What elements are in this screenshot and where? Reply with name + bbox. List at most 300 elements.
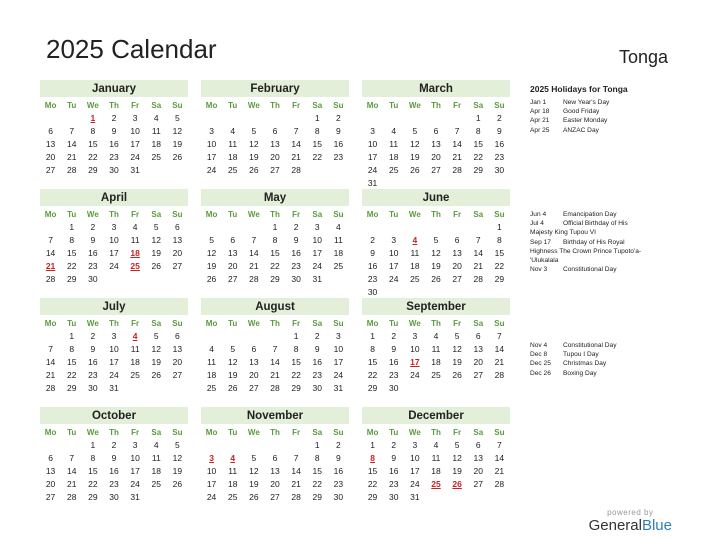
- day-cell: 24: [206, 492, 217, 502]
- empty-cell: [383, 221, 404, 234]
- day-cell: 14: [66, 466, 77, 476]
- day-cell: 5: [230, 344, 236, 354]
- day-cell: 3: [412, 440, 418, 450]
- day-cell: 6: [175, 222, 180, 232]
- day-cell: 19: [172, 466, 183, 476]
- day-cell: 4: [433, 331, 439, 341]
- holiday-name: Boxing Day: [563, 369, 597, 377]
- day-cell: 31: [130, 165, 140, 175]
- day-grid: [362, 221, 510, 299]
- day-cell: 29: [291, 383, 301, 393]
- day-cell: 24: [109, 370, 119, 380]
- weekday-label: Mo: [366, 101, 379, 110]
- day-cell: 12: [172, 453, 183, 463]
- day-grid: [201, 221, 349, 286]
- day-cell: 17: [206, 479, 217, 489]
- day-cell: 6: [454, 235, 460, 245]
- day-cell: 20: [227, 261, 238, 271]
- empty-cell: [447, 221, 468, 234]
- weekday-label: We: [408, 319, 421, 328]
- day-cell: 3: [111, 222, 117, 232]
- day-cell: 28: [291, 492, 301, 502]
- day-cell: 28: [270, 383, 280, 393]
- weekday-label: Tu: [228, 210, 238, 219]
- weekday-label: We: [86, 101, 99, 110]
- day-cell: 7: [497, 331, 502, 341]
- holiday-date: Sep 17: [530, 238, 551, 246]
- day-cell: 6: [230, 235, 236, 245]
- day-cell: 25: [388, 165, 399, 175]
- day-cell: 29: [88, 165, 98, 175]
- day-cell: 2: [90, 331, 96, 341]
- day-cell: 13: [249, 357, 259, 367]
- day-cell: 26: [151, 261, 161, 271]
- day-cell: 18: [431, 466, 441, 476]
- holiday-item: [530, 350, 690, 359]
- weekday-label: Mo: [205, 319, 218, 328]
- day-cell: 1: [370, 440, 375, 450]
- holiday-name: Tupou I Day: [563, 351, 599, 359]
- day-cell: 11: [431, 453, 441, 463]
- day-cell: 27: [473, 370, 483, 380]
- day-cell: 4: [153, 113, 159, 123]
- day-grid: [201, 112, 349, 177]
- day-cell: 9: [111, 453, 117, 463]
- weekday-label: Mo: [205, 101, 218, 110]
- empty-cell: [61, 112, 82, 125]
- day-cell: 16: [88, 248, 98, 258]
- month-name: February: [201, 80, 349, 97]
- day-cell: 3: [391, 235, 397, 245]
- day-cell: 29: [88, 492, 98, 502]
- weekday-header: [362, 99, 510, 112]
- weekday-label: Fr: [292, 428, 301, 437]
- day-cell: 2: [293, 222, 299, 232]
- weekday-label: Tu: [228, 101, 238, 110]
- day-cell: 30: [312, 383, 322, 393]
- month-october: [40, 407, 188, 504]
- empty-cell: [425, 221, 446, 234]
- day-cell: 27: [172, 261, 183, 271]
- day-cell: 26: [151, 370, 161, 380]
- day-cell: 13: [172, 235, 183, 245]
- day-cell: 24: [312, 261, 322, 271]
- day-cell: 9: [497, 126, 502, 136]
- day-cell: 18: [227, 152, 238, 162]
- day-cell: 31: [367, 178, 378, 188]
- month-name: January: [40, 80, 188, 97]
- weekday-label: Sa: [312, 428, 323, 437]
- holiday-name: Good Friday: [563, 108, 600, 116]
- day-cell: 9: [391, 453, 397, 463]
- day-cell: 22: [291, 370, 301, 380]
- holiday-day-cell: 1: [90, 113, 96, 123]
- day-cell: 16: [333, 139, 344, 149]
- weekday-label: Th: [270, 101, 280, 110]
- day-cell: 5: [153, 331, 159, 341]
- weekday-label: Fr: [131, 319, 140, 328]
- day-cell: 22: [270, 261, 280, 271]
- day-cell: 17: [333, 357, 344, 367]
- empty-cell: [40, 221, 61, 234]
- day-cell: 23: [367, 274, 378, 284]
- day-cell: 16: [388, 357, 399, 367]
- weekday-label: Su: [333, 210, 344, 219]
- day-grid: [201, 439, 349, 504]
- weekday-label: Th: [431, 210, 441, 219]
- day-cell: 4: [433, 440, 439, 450]
- day-cell: 26: [249, 165, 259, 175]
- holiday-name: Emancipation Day: [563, 211, 617, 218]
- month-july: [40, 298, 188, 395]
- day-cell: 13: [227, 248, 238, 258]
- day-cell: 17: [206, 152, 217, 162]
- day-cell: 27: [473, 479, 483, 489]
- weekday-header: [362, 317, 510, 330]
- empty-cell: [40, 330, 61, 343]
- day-cell: 15: [367, 357, 378, 367]
- day-cell: 18: [206, 370, 217, 380]
- weekday-label: Th: [431, 428, 441, 437]
- empty-cell: [468, 221, 489, 234]
- holiday-date: Jul 4: [530, 220, 544, 228]
- weekday-label: Fr: [131, 428, 140, 437]
- weekday-label: We: [86, 319, 99, 328]
- day-cell: 18: [431, 357, 441, 367]
- day-cell: 4: [209, 344, 214, 354]
- holiday-name: New Year's Day: [563, 99, 610, 106]
- day-cell: 15: [367, 466, 378, 476]
- day-cell: 22: [312, 479, 322, 489]
- weekday-label: We: [247, 101, 260, 110]
- weekday-label: We: [86, 210, 99, 219]
- day-cell: 9: [111, 126, 117, 136]
- day-cell: 23: [109, 479, 119, 489]
- month-name: September: [362, 298, 510, 315]
- holiday-day-cell: 25: [130, 261, 140, 271]
- holiday-item: [530, 359, 690, 368]
- day-cell: 11: [334, 235, 343, 245]
- day-cell: 3: [132, 440, 138, 450]
- day-cell: 30: [88, 274, 98, 284]
- day-cell: 23: [109, 152, 119, 162]
- day-cell: 22: [367, 370, 378, 380]
- day-cell: 20: [270, 479, 280, 489]
- weekday-label: Fr: [453, 210, 462, 219]
- day-cell: 29: [494, 274, 505, 284]
- empty-cell: [243, 112, 264, 125]
- month-january: [40, 80, 188, 177]
- day-cell: 19: [249, 479, 259, 489]
- holiday-name: Birthday of His Royal Highness The Crown Prince Tupoto'a-'Ulukalala: [530, 238, 642, 265]
- day-cell: 7: [272, 344, 278, 354]
- day-cell: 3: [370, 126, 375, 136]
- day-cell: 8: [69, 235, 75, 245]
- empty-cell: [222, 221, 243, 234]
- day-cell: 18: [388, 152, 399, 162]
- weekday-label: We: [408, 210, 421, 219]
- holiday-name: Christmas Day: [563, 360, 607, 368]
- month-name: December: [362, 407, 510, 424]
- day-cell: 19: [249, 152, 259, 162]
- empty-cell: [362, 221, 383, 234]
- day-cell: 19: [452, 357, 462, 367]
- day-cell: 21: [452, 152, 462, 162]
- empty-cell: [40, 112, 61, 125]
- day-cell: 15: [312, 139, 322, 149]
- day-cell: 21: [66, 479, 77, 489]
- day-cell: 21: [494, 466, 505, 476]
- generalblue-logo[interactable]: [589, 508, 672, 534]
- weekday-label: We: [247, 428, 260, 437]
- day-cell: 27: [270, 165, 280, 175]
- day-cell: 29: [312, 492, 322, 502]
- day-cell: 23: [88, 370, 98, 380]
- day-cell: 23: [312, 370, 322, 380]
- weekday-label: Sa: [151, 319, 162, 328]
- day-cell: 12: [249, 466, 259, 476]
- day-cell: 5: [251, 126, 257, 136]
- weekday-label: Sa: [473, 101, 484, 110]
- day-cell: 14: [45, 248, 56, 258]
- empty-cell: [201, 221, 222, 234]
- weekday-label: Su: [494, 319, 505, 328]
- holiday-item: [530, 107, 690, 116]
- day-cell: 15: [88, 139, 98, 149]
- day-cell: 20: [270, 152, 280, 162]
- day-cell: 14: [291, 466, 301, 476]
- weekday-label: Sa: [151, 428, 162, 437]
- empty-cell: [286, 112, 307, 125]
- weekday-label: We: [86, 428, 99, 437]
- month-december: [362, 407, 510, 504]
- brand-general: General: [588, 517, 642, 534]
- day-cell: 30: [494, 165, 505, 175]
- weekday-label: Sa: [473, 428, 484, 437]
- day-cell: 5: [454, 440, 460, 450]
- day-cell: 19: [206, 261, 217, 271]
- empty-cell: [243, 439, 264, 452]
- day-cell: 11: [228, 139, 238, 149]
- day-cell: 19: [151, 248, 161, 258]
- day-cell: 12: [206, 248, 217, 258]
- holiday-item: [530, 341, 690, 350]
- holiday-day-cell: 26: [452, 479, 462, 489]
- day-grid: [40, 221, 188, 286]
- holiday-name: ANZAC Day: [563, 126, 599, 134]
- weekday-label: Mo: [366, 210, 379, 219]
- day-cell: 22: [88, 152, 98, 162]
- weekday-label: Sa: [312, 210, 323, 219]
- empty-cell: [40, 439, 61, 452]
- day-cell: 10: [206, 466, 217, 476]
- day-cell: 18: [151, 466, 161, 476]
- day-cell: 23: [494, 152, 505, 162]
- weekday-header: [40, 208, 188, 221]
- month-november: [201, 407, 349, 504]
- day-cell: 1: [272, 222, 278, 232]
- day-cell: 23: [388, 479, 399, 489]
- weekday-header: [40, 99, 188, 112]
- day-cell: 28: [291, 165, 301, 175]
- day-cell: 5: [454, 331, 460, 341]
- powered-by-label: powered by: [607, 508, 654, 517]
- day-cell: 6: [175, 331, 180, 341]
- weekday-label: Tu: [389, 319, 399, 328]
- weekday-label: Th: [270, 319, 280, 328]
- day-cell: 14: [66, 139, 77, 149]
- day-cell: 3: [336, 331, 341, 341]
- weekday-label: Th: [109, 319, 119, 328]
- day-cell: 20: [452, 261, 462, 271]
- weekday-label: Su: [494, 428, 505, 437]
- day-cell: 14: [494, 344, 505, 354]
- weekday-label: We: [408, 101, 421, 110]
- day-cell: 26: [249, 492, 259, 502]
- empty-cell: [243, 221, 264, 234]
- weekday-label: We: [247, 319, 260, 328]
- day-cell: 24: [109, 261, 119, 271]
- day-cell: 2: [90, 222, 96, 232]
- day-cell: 26: [172, 479, 183, 489]
- day-cell: 20: [172, 357, 183, 367]
- day-cell: 13: [473, 453, 483, 463]
- day-cell: 17: [109, 357, 119, 367]
- day-cell: 7: [251, 235, 257, 245]
- holiday-item: [530, 210, 690, 219]
- day-cell: 27: [172, 370, 183, 380]
- day-cell: 28: [45, 274, 56, 284]
- day-cell: 24: [206, 165, 217, 175]
- holiday-item: [530, 116, 690, 125]
- day-cell: 15: [473, 139, 483, 149]
- weekday-label: Tu: [67, 428, 77, 437]
- day-cell: 21: [249, 261, 259, 271]
- weekday-label: Su: [333, 101, 344, 110]
- day-cell: 13: [45, 466, 56, 476]
- day-cell: 24: [130, 152, 140, 162]
- day-cell: 30: [333, 492, 344, 502]
- day-cell: 31: [333, 383, 344, 393]
- day-cell: 4: [230, 126, 236, 136]
- weekday-label: Fr: [131, 101, 140, 110]
- day-cell: 30: [109, 492, 119, 502]
- day-cell: 11: [130, 235, 140, 245]
- day-cell: 23: [333, 479, 344, 489]
- day-grid: [40, 330, 188, 395]
- day-cell: 1: [90, 440, 96, 450]
- holiday-date: Apr 21: [530, 117, 550, 125]
- empty-cell: [264, 330, 285, 343]
- day-cell: 18: [410, 261, 420, 271]
- day-cell: 19: [172, 139, 183, 149]
- day-cell: 25: [333, 261, 344, 271]
- day-cell: 16: [333, 466, 344, 476]
- day-cell: 26: [431, 274, 441, 284]
- holiday-day-cell: 4: [230, 453, 236, 463]
- weekday-header: [201, 426, 349, 439]
- day-cell: 23: [88, 261, 98, 271]
- day-cell: 5: [433, 235, 439, 245]
- day-cell: 3: [132, 113, 138, 123]
- day-cell: 16: [291, 248, 301, 258]
- day-cell: 15: [494, 248, 505, 258]
- holiday-day-cell: 4: [412, 235, 418, 245]
- day-cell: 22: [312, 152, 322, 162]
- holiday-day-cell: 25: [431, 479, 441, 489]
- weekday-label: We: [247, 210, 260, 219]
- day-cell: 28: [66, 165, 77, 175]
- weekday-label: Fr: [292, 210, 301, 219]
- month-name: June: [362, 189, 510, 206]
- day-cell: 30: [388, 383, 399, 393]
- weekday-label: Tu: [228, 428, 238, 437]
- day-cell: 23: [388, 370, 399, 380]
- day-cell: 27: [270, 492, 280, 502]
- day-cell: 10: [130, 126, 140, 136]
- day-cell: 26: [227, 383, 238, 393]
- day-cell: 31: [109, 383, 119, 393]
- weekday-label: Fr: [292, 319, 301, 328]
- day-cell: 8: [314, 126, 320, 136]
- weekday-label: Mo: [205, 210, 218, 219]
- day-cell: 10: [410, 453, 420, 463]
- day-cell: 24: [410, 370, 420, 380]
- day-cell: 24: [367, 165, 378, 175]
- day-cell: 3: [209, 126, 214, 136]
- day-cell: 21: [45, 370, 56, 380]
- day-cell: 26: [206, 274, 217, 284]
- day-cell: 25: [227, 492, 238, 502]
- day-cell: 9: [293, 235, 299, 245]
- day-cell: 4: [132, 222, 138, 232]
- day-cell: 14: [270, 357, 280, 367]
- weekday-label: Sa: [473, 319, 484, 328]
- day-cell: 25: [227, 165, 238, 175]
- day-cell: 9: [336, 126, 341, 136]
- day-cell: 18: [227, 479, 238, 489]
- day-cell: 13: [473, 344, 483, 354]
- day-cell: 12: [431, 248, 441, 258]
- day-cell: 12: [151, 235, 161, 245]
- day-cell: 2: [391, 440, 397, 450]
- day-cell: 13: [431, 139, 441, 149]
- day-cell: 14: [494, 453, 505, 463]
- day-cell: 17: [410, 466, 420, 476]
- day-cell: 31: [410, 492, 420, 502]
- day-cell: 28: [494, 479, 505, 489]
- weekday-label: Mo: [44, 101, 57, 110]
- day-cell: 10: [388, 248, 399, 258]
- holiday-date: Nov 4: [530, 342, 548, 349]
- day-cell: 24: [388, 274, 399, 284]
- day-cell: 16: [109, 466, 119, 476]
- weekday-header: [40, 426, 188, 439]
- weekday-label: Tu: [389, 428, 399, 437]
- day-cell: 6: [251, 344, 257, 354]
- weekday-label: Su: [494, 101, 505, 110]
- day-cell: 13: [452, 248, 462, 258]
- day-cell: 19: [151, 357, 161, 367]
- day-cell: 7: [293, 453, 299, 463]
- day-cell: 19: [410, 152, 420, 162]
- day-cell: 12: [452, 344, 462, 354]
- day-cell: 16: [109, 139, 119, 149]
- empty-cell: [447, 112, 468, 125]
- day-cell: 15: [88, 466, 98, 476]
- day-grid: [40, 112, 188, 177]
- day-cell: 17: [388, 261, 399, 271]
